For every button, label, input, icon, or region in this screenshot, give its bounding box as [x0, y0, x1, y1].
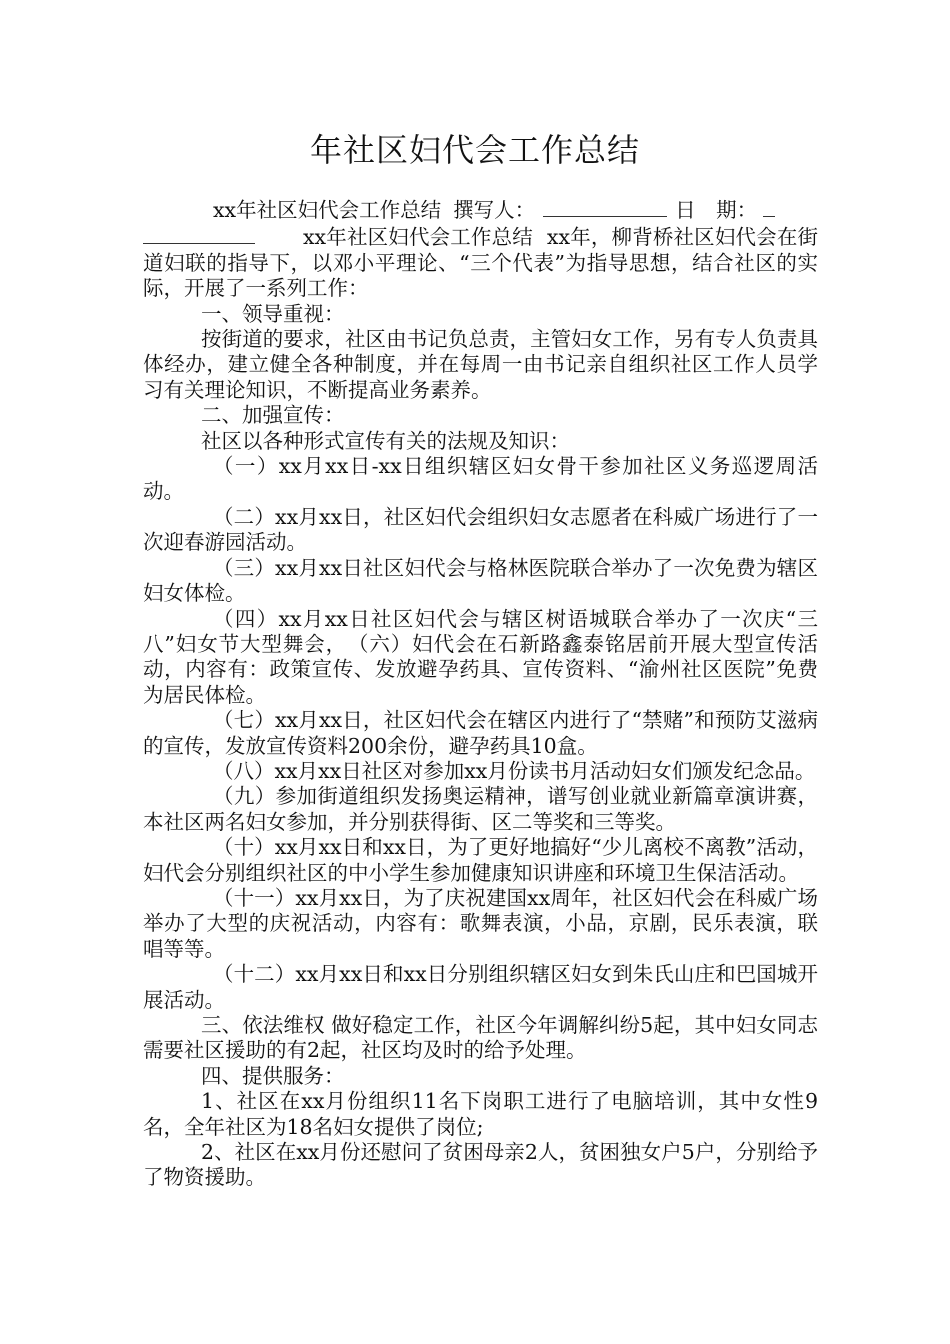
section-heading: 三、依法维权 做好稳定工作，社区今年调解纠纷5起，其中妇女同志需要社区援助的有2起，社区均及时的给予处理。 — [143, 1013, 818, 1063]
section-heading: 二、加强宣传： — [201, 403, 345, 428]
document-body — [143, 196, 818, 1191]
list-item: （九）参加街道组织发扬奥运精神，谱写创业就业新篇章演讲赛，本社区两名妇女参加，并分别获得街、区二等奖和三等奖。 — [143, 784, 818, 834]
paragraph: 社区以各种形式宣传有关的法规及知识： — [201, 428, 570, 453]
intro-lead: xx年社区妇代会工作总结 — [303, 225, 533, 250]
list-item: （七）xx月xx日，社区妇代会在辖区内进行了“禁赌”和预防艾滋病的宣传，发放宣传资料200余份，避孕药具10盒。 — [143, 708, 818, 758]
intro-text: xx年，柳背桥社区妇代会在街道妇联的指导下，以邓小平理论、“三个代表”为指导思想，结合社区的实际，开展了一系列工作： — [143, 225, 819, 301]
list-item: 1、社区在xx月份组织11名下岗职工进行了电脑培训，其中女性9名，全年社区为18名妇女提供了岗位; — [143, 1089, 818, 1139]
list-item: （十二）xx月xx日和xx日分别组织辖区妇女到朱氏山庄和巴国城开展活动。 — [143, 962, 818, 1012]
author-blank — [543, 196, 667, 217]
list-item: 2、社区在xx月份还慰问了贫困母亲2人，贫困独女户5户，分别给予了物资援助。 — [143, 1140, 818, 1190]
meta-line — [143, 196, 818, 223]
intro-paragraph — [143, 223, 818, 301]
date-label: 日 期： — [675, 198, 758, 222]
list-item: （三）xx月xx日社区妇代会与格林医院联合举办了一次免费为辖区妇女体检。 — [143, 555, 818, 606]
list-item: （八）xx月xx日社区对参加xx月份读书月活动妇女们颁发纪念品。 — [213, 758, 816, 783]
list-item: （十）xx月xx日和xx日，为了更好地搞好“少儿离校不离教”活动，妇代会分别组织社区的中小学生参加健康知识讲座和环境卫生保洁活动。 — [143, 835, 818, 885]
list-item: （一）xx月xx日-xx日组织辖区妇女骨干参加社区义务巡逻周活动。 — [143, 454, 818, 504]
date-blank-continued — [143, 223, 255, 244]
date-blank — [763, 196, 775, 217]
paragraph: 按街道的要求，社区由书记负总责，主管妇女工作，另有专人负责具体经办，建立健全各种制度，并在每周一由书记亲自组织社区工作人员学习有关理论知识，不断提高业务素养。 — [143, 327, 818, 402]
list-item: （二）xx月xx日，社区妇代会组织妇女志愿者在科威广场进行了一次迎春游园活动。 — [143, 504, 818, 555]
author-label: 撰写人： — [453, 198, 536, 222]
list-item: （十一）xx月xx日，为了庆祝建国xx周年，社区妇代会在科威广场举办了大型的庆祝活动，内容有：歌舞表演，小品，京剧，民乐表演，联唱等等。 — [143, 885, 818, 961]
document-title: 年社区妇代会工作总结 — [309, 131, 640, 169]
section-heading: 四、提供服务： — [201, 1063, 345, 1088]
list-item: （四）xx月xx日社区妇代会与辖区树语城联合举办了一次庆“三八”妇女节大型舞会， （六）妇代会在石新路鑫泰铭居前开展大型宣传活动，内容有：政策宣传、发放避孕药具、宣传资料、“渝州社区医院”免费为居民体检。 — [143, 606, 818, 707]
meta-doc-name: xx年社区妇代会工作总结 — [213, 198, 442, 222]
section-heading: 一、领导重视： — [201, 301, 345, 326]
